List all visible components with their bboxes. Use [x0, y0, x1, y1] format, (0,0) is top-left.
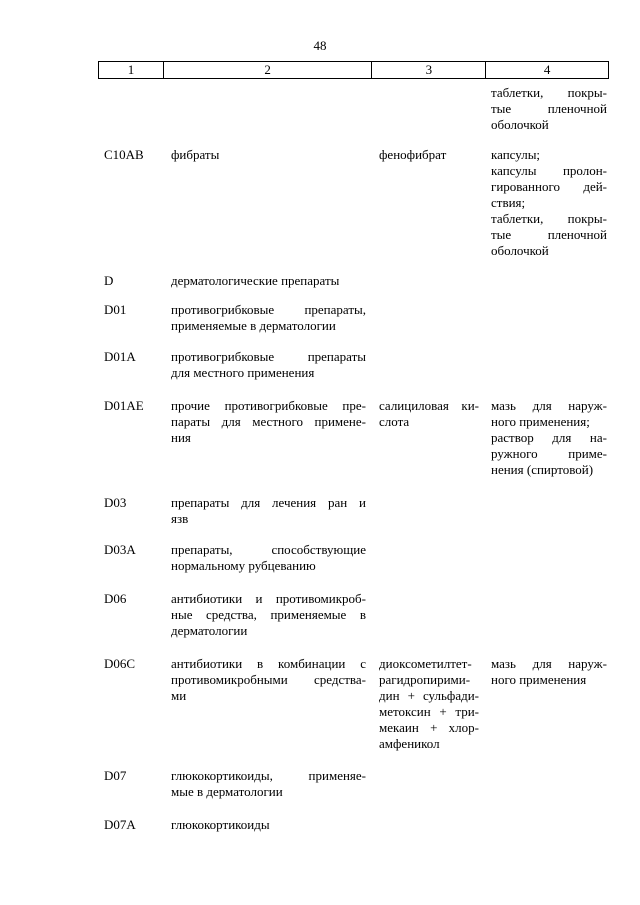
cell-line: дерматологические препараты — [171, 273, 340, 288]
cell-line: амфеникол — [379, 736, 440, 751]
table-row — [98, 817, 609, 833]
group-name-cell — [164, 542, 372, 574]
cell-line: раствор для на- — [491, 430, 607, 445]
table-row — [98, 302, 609, 334]
cell-line: D07 — [104, 768, 127, 783]
code-cell — [98, 768, 164, 800]
substance-cell — [372, 147, 485, 259]
cell-line: препараты, способствующие — [171, 542, 366, 557]
group-name-cell — [164, 85, 372, 133]
cell-line: ные средства, применяемые в — [171, 607, 366, 622]
cell-line: препараты для лечения ран и — [171, 495, 366, 510]
group-name-cell — [164, 591, 372, 639]
code-cell — [98, 302, 164, 334]
cell-line: D01A — [104, 349, 136, 364]
substance-cell — [372, 768, 485, 800]
cell-line: диоксометилтет- — [379, 656, 472, 671]
substance-cell — [372, 817, 485, 833]
cell-line: салициловая ки- — [379, 398, 479, 413]
cell-line: гированного дей- — [491, 179, 607, 194]
dosage-form-cell — [485, 495, 609, 527]
cell-line: D01AE — [104, 398, 144, 413]
code-cell — [98, 817, 164, 833]
cell-line: D06 — [104, 591, 127, 606]
cell-line: мазь для наруж- — [491, 656, 607, 671]
cell-line: капсулы; — [491, 147, 541, 162]
cell-line: мые в дерматологии — [171, 784, 283, 799]
dosage-form-cell — [485, 302, 609, 334]
cell-line: слота — [379, 414, 410, 429]
cell-line: оболочкой — [491, 243, 549, 258]
code-cell — [98, 147, 164, 259]
table-row — [98, 349, 609, 381]
substance-cell — [372, 349, 485, 381]
group-name-cell — [164, 349, 372, 381]
group-name-cell — [164, 302, 372, 334]
group-name-cell — [164, 147, 372, 259]
table-row — [98, 85, 609, 133]
group-name-cell — [164, 273, 372, 289]
substance-cell — [372, 85, 485, 133]
cell-line: ного применения; — [491, 414, 590, 429]
table-header — [98, 61, 609, 79]
cell-line: глюкокортикоиды — [171, 817, 270, 832]
substance-cell — [372, 591, 485, 639]
cell-line: таблетки, покры- — [491, 85, 607, 100]
dosage-form-cell — [485, 542, 609, 574]
cell-line: прочие противогрибковые пре- — [171, 398, 366, 413]
cell-line: нормальному рубцеванию — [171, 558, 316, 573]
table-row — [98, 591, 609, 639]
cell-line: тые пленочной — [491, 227, 607, 242]
cell-line: фибраты — [171, 147, 220, 162]
column-header-1: 1 — [99, 62, 164, 78]
table-row — [98, 768, 609, 800]
column-header-3: 3 — [372, 62, 486, 78]
cell-line: ми — [171, 688, 187, 703]
column-header-2: 2 — [164, 62, 373, 78]
dosage-form-cell — [485, 349, 609, 381]
code-cell — [98, 656, 164, 752]
cell-line: D03 — [104, 495, 127, 510]
table-row — [98, 495, 609, 527]
group-name-cell — [164, 495, 372, 527]
cell-line: антибиотики и противомикроб- — [171, 591, 366, 606]
substance-cell — [372, 273, 485, 289]
cell-line: D07A — [104, 817, 136, 832]
cell-line: дерматологии — [171, 623, 248, 638]
cell-line: ствия; — [491, 195, 526, 210]
substance-cell — [372, 656, 485, 752]
cell-line: C10AB — [104, 147, 144, 162]
cell-line: оболочкой — [491, 117, 549, 132]
cell-line: D — [104, 273, 114, 288]
group-name-cell — [164, 656, 372, 752]
cell-line: мекаин + хлор- — [379, 720, 479, 735]
cell-line: противогрибковые препараты — [171, 349, 366, 364]
cell-line: глюкокортикоиды, применяе- — [171, 768, 366, 783]
cell-line: ружного приме- — [491, 446, 607, 461]
cell-line: противомикробными средства- — [171, 672, 366, 687]
cell-line: нения (спиртовой) — [491, 462, 594, 477]
cell-line: применяемые в дерматологии — [171, 318, 336, 333]
column-header-4: 4 — [543, 62, 551, 77]
cell-line: антибиотики в комбинации с — [171, 656, 366, 671]
code-cell — [98, 349, 164, 381]
cell-line: тые пленочной — [491, 101, 607, 116]
dosage-form-cell — [485, 656, 609, 752]
substance-cell — [372, 542, 485, 574]
table-row — [98, 398, 609, 478]
group-name-cell — [164, 768, 372, 800]
cell-line: противогрибковые препараты, — [171, 302, 366, 317]
cell-line: ния — [171, 430, 191, 445]
cell-line: капсулы пролон- — [491, 163, 607, 178]
cell-line: параты для местного примене- — [171, 414, 366, 429]
page-number: 48 — [313, 38, 327, 53]
dosage-form-cell — [485, 85, 609, 133]
code-cell — [98, 398, 164, 478]
table-row — [98, 542, 609, 574]
cell-line: D06C — [104, 656, 136, 671]
code-cell — [98, 273, 164, 289]
table-row — [98, 147, 609, 259]
dosage-form-cell — [485, 768, 609, 800]
code-cell — [98, 591, 164, 639]
cell-line: фенофибрат — [379, 147, 447, 162]
code-cell — [98, 495, 164, 527]
substance-cell — [372, 495, 485, 527]
table-row — [98, 656, 609, 752]
cell-line: для местного применения — [171, 365, 315, 380]
cell-line: D01 — [104, 302, 127, 317]
cell-line: метоксин + три- — [379, 704, 479, 719]
code-cell — [98, 542, 164, 574]
dosage-form-cell — [485, 398, 609, 478]
substance-cell — [372, 302, 485, 334]
cell-line: язв — [171, 511, 189, 526]
cell-line: таблетки, покры- — [491, 211, 607, 226]
code-cell — [98, 85, 164, 133]
table-row — [98, 273, 609, 289]
cell-line: рагидропирими- — [379, 672, 471, 687]
group-name-cell — [164, 817, 372, 833]
cell-line: D03A — [104, 542, 136, 557]
dosage-form-cell — [485, 817, 609, 833]
cell-line: дин + сульфади- — [379, 688, 479, 703]
dosage-form-cell — [485, 591, 609, 639]
group-name-cell — [164, 398, 372, 478]
substance-cell — [372, 398, 485, 478]
dosage-form-cell — [485, 147, 609, 259]
dosage-form-cell — [485, 273, 609, 289]
cell-line: мазь для наруж- — [491, 398, 607, 413]
cell-line: ного применения — [491, 672, 587, 687]
